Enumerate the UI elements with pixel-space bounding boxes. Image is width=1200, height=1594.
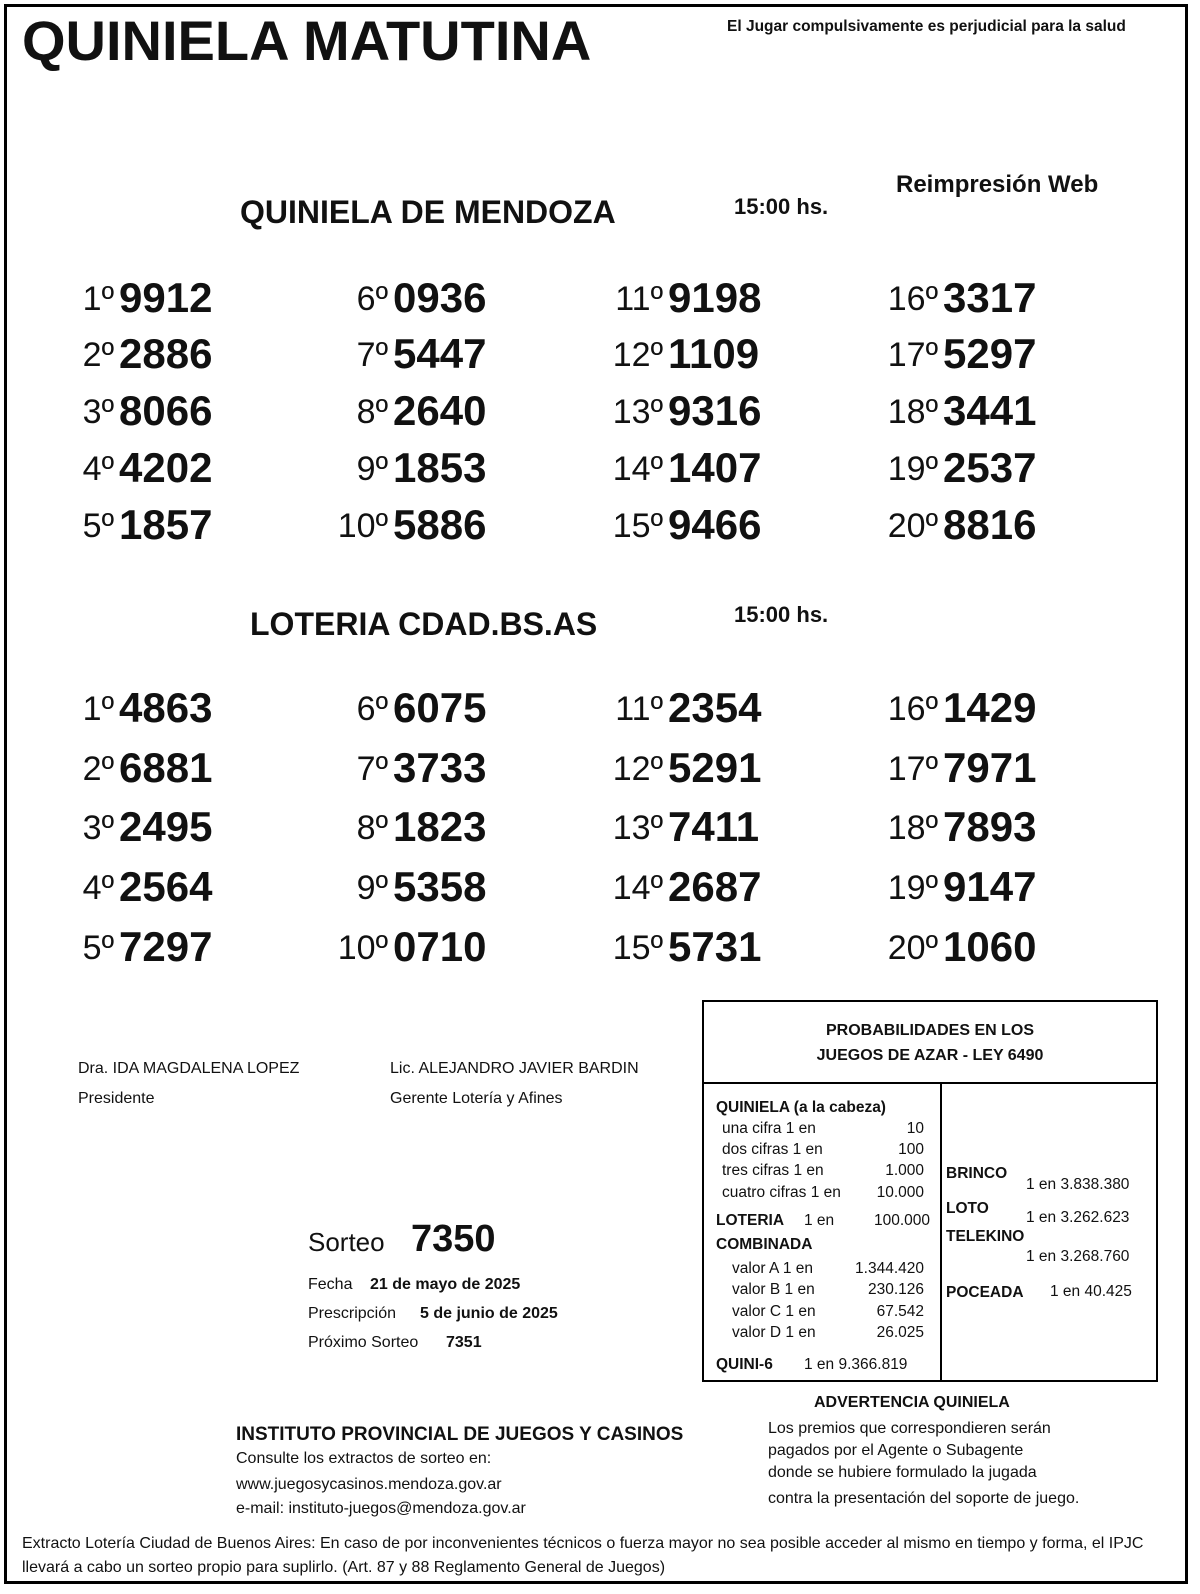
result-position: 1º xyxy=(82,690,114,728)
result-number: 5731 xyxy=(668,923,762,970)
prescripcion-value: 5 de junio de 2025 xyxy=(420,1305,558,1322)
mendoza-result-13 xyxy=(605,387,805,437)
result-number: 6075 xyxy=(393,684,487,731)
loteria-result-5 xyxy=(56,923,256,973)
probabilities-header xyxy=(704,1002,1156,1084)
loteria-result-13 xyxy=(605,803,805,853)
result-number: 7971 xyxy=(943,744,1037,791)
result-number: 8816 xyxy=(943,501,1037,548)
loteria-result-10 xyxy=(330,923,530,973)
mendoza-result-12 xyxy=(605,330,805,380)
result-position: 8º xyxy=(356,393,388,431)
page-title: QUINIELA MATUTINA xyxy=(22,9,592,72)
sorteo-number: 7350 xyxy=(411,1218,496,1260)
mendoza-result-19 xyxy=(880,444,1080,494)
result-position: 18º xyxy=(887,393,938,431)
signature-left-role: Presidente xyxy=(78,1090,155,1107)
loteria-title: LOTERIA CDAD.BS.AS xyxy=(250,606,598,642)
result-position: 4º xyxy=(82,869,114,907)
loteria-result-2 xyxy=(56,744,256,794)
mendoza-result-20 xyxy=(880,501,1080,551)
result-position: 7º xyxy=(356,336,388,374)
result-number: 0710 xyxy=(393,923,487,970)
mendoza-result-7 xyxy=(330,330,530,380)
result-number: 4863 xyxy=(119,684,213,731)
probabilities-box xyxy=(702,1000,1158,1382)
signature-right-role: Gerente Lotería y Afines xyxy=(390,1090,563,1107)
loteria-result-15 xyxy=(605,923,805,973)
result-position: 6º xyxy=(356,280,388,318)
prob-q4-value: 10.000 xyxy=(876,1184,924,1201)
prob-q2-label: dos cifras 1 en xyxy=(722,1141,823,1158)
mendoza-result-6 xyxy=(330,274,530,324)
result-number: 1857 xyxy=(119,501,213,548)
prob-q1-value: 10 xyxy=(906,1120,924,1137)
result-number: 5297 xyxy=(943,330,1037,377)
mendoza-result-16 xyxy=(880,274,1080,324)
loteria-result-19 xyxy=(880,863,1080,913)
prescripcion-label: Prescripción xyxy=(308,1305,397,1322)
result-number: 3733 xyxy=(393,744,487,791)
loteria-result-20 xyxy=(880,923,1080,973)
result-position: 10º xyxy=(337,507,388,545)
prob-quini6-label: QUINI-6 xyxy=(716,1356,773,1373)
fecha-value: 21 de mayo de 2025 xyxy=(370,1276,521,1293)
loteria-result-11 xyxy=(605,684,805,734)
prob-loteria-label: LOTERIA xyxy=(716,1212,785,1229)
result-number: 9316 xyxy=(668,387,762,434)
result-number: 5291 xyxy=(668,744,762,791)
advertencia-line3: donde se hubiere formulado la jugada xyxy=(768,1464,1037,1481)
reprint-label: Reimpresión Web xyxy=(896,171,1099,198)
result-number: 9912 xyxy=(119,274,213,321)
mendoza-title: QUINIELA DE MENDOZA xyxy=(240,194,616,230)
prob-q3-label: tres cifras 1 en xyxy=(722,1162,824,1179)
advertencia-line4: contra la presentación del soporte de juego. xyxy=(768,1490,1080,1507)
loteria-result-4 xyxy=(56,863,256,913)
result-number: 2537 xyxy=(943,444,1037,491)
institute-email: e-mail: instituto-juegos@mendoza.gov.ar xyxy=(236,1500,526,1517)
mendoza-result-8 xyxy=(330,387,530,437)
mendoza-result-4 xyxy=(56,444,256,494)
result-position: 13º xyxy=(612,809,663,847)
footer-note: Extracto Lotería Ciudad de Buenos Aires: En caso de por inconvenientes técnicos o fuerza mayor no sea posible acceder al mismo en tiempo y forma, el IPJC llevará a cabo un sorteo propio para suplirlo. (Art. 87 y 88 Reglamento General de Juegos) xyxy=(22,1535,1144,1576)
mendoza-result-5 xyxy=(56,501,256,551)
institute-name: INSTITUTO PROVINCIAL DE JUEGOS Y CASINOS xyxy=(236,1424,684,1445)
probabilities-divider xyxy=(940,1084,942,1380)
result-number: 9147 xyxy=(943,863,1037,910)
result-position: 15º xyxy=(612,929,663,967)
loteria-result-12 xyxy=(605,744,805,794)
result-number: 1407 xyxy=(668,444,762,491)
loteria-result-16 xyxy=(880,684,1080,734)
prob-cb-value: 230.126 xyxy=(867,1281,924,1298)
result-number: 1429 xyxy=(943,684,1037,731)
prob-q2-value: 100 xyxy=(898,1141,924,1158)
result-position: 15º xyxy=(612,507,663,545)
mendoza-result-18 xyxy=(880,387,1080,437)
result-position: 9º xyxy=(356,450,388,488)
result-number: 8066 xyxy=(119,387,213,434)
result-position: 2º xyxy=(82,336,114,374)
health-warning: El Jugar compulsivamente es perjudicial para la salud xyxy=(727,18,1126,35)
mendoza-result-9 xyxy=(330,444,530,494)
result-number: 2354 xyxy=(668,684,762,731)
prob-ca-value: 1.344.420 xyxy=(855,1260,924,1277)
result-number: 1109 xyxy=(668,330,760,377)
prob-loteria-en: 1 en xyxy=(804,1212,835,1229)
signature-right-name: Lic. ALEJANDRO JAVIER BARDIN xyxy=(390,1060,639,1077)
probabilities-header-line1: PROBABILIDADES EN LOS xyxy=(825,1022,1034,1039)
loteria-result-18 xyxy=(880,803,1080,853)
result-position: 17º xyxy=(887,336,938,374)
result-position: 14º xyxy=(612,450,663,488)
prob-ca-label: valor A 1 en xyxy=(732,1260,814,1277)
result-number: 7411 xyxy=(668,803,760,850)
prob-cc-value: 67.542 xyxy=(876,1303,924,1320)
loteria-result-8 xyxy=(330,803,530,853)
result-position: 16º xyxy=(887,280,938,318)
result-position: 9º xyxy=(356,869,388,907)
fecha-label: Fecha xyxy=(308,1276,353,1293)
result-number: 9466 xyxy=(668,501,762,548)
result-number: 5886 xyxy=(393,501,487,548)
result-number: 9198 xyxy=(668,274,762,321)
institute-website: www.juegosycasinos.mendoza.gov.ar xyxy=(236,1476,502,1493)
mendoza-result-14 xyxy=(605,444,805,494)
prob-quiniela-label: QUINIELA (a la cabeza) xyxy=(716,1099,886,1116)
prob-cd-label: valor D 1 en xyxy=(732,1324,816,1341)
prob-q1-label: una cifra 1 en xyxy=(722,1120,816,1137)
advertencia-line1: Los premios que correspondieren serán xyxy=(768,1420,1051,1437)
result-position: 11º xyxy=(615,690,663,728)
result-position: 20º xyxy=(887,929,938,967)
loteria-result-9 xyxy=(330,863,530,913)
result-number: 3317 xyxy=(943,274,1037,321)
advertencia-title: ADVERTENCIA QUINIELA xyxy=(814,1394,1010,1411)
prob-brinco-value: 1 en 3.838.380 xyxy=(1026,1176,1130,1193)
result-number: 4202 xyxy=(119,444,213,491)
mendoza-result-1 xyxy=(56,274,256,324)
prob-cd-value: 26.025 xyxy=(876,1324,924,1341)
prob-combinada-label: COMBINADA xyxy=(716,1236,813,1253)
loteria-result-6 xyxy=(330,684,530,734)
result-position: 13º xyxy=(612,393,663,431)
loteria-result-1 xyxy=(56,684,256,734)
result-number: 2640 xyxy=(393,387,487,434)
proximo-label: Próximo Sorteo xyxy=(308,1334,419,1351)
result-position: 20º xyxy=(887,507,938,545)
advertencia-line2: pagados por el Agente o Subagente xyxy=(768,1442,1024,1459)
result-position: 6º xyxy=(356,690,388,728)
result-position: 14º xyxy=(612,869,663,907)
mendoza-result-15 xyxy=(605,501,805,551)
result-number: 5447 xyxy=(393,330,487,377)
prob-q4-label: cuatro cifras 1 en xyxy=(722,1184,841,1201)
result-position: 3º xyxy=(82,393,114,431)
result-number: 2687 xyxy=(668,863,762,910)
mendoza-time: 15:00 hs. xyxy=(734,194,829,219)
result-position: 17º xyxy=(887,750,938,788)
result-position: 19º xyxy=(887,869,938,907)
result-number: 7893 xyxy=(943,803,1037,850)
prob-poceada-label: POCEADA xyxy=(946,1284,1024,1301)
result-position: 1º xyxy=(82,280,114,318)
mendoza-result-17 xyxy=(880,330,1080,380)
result-number: 2886 xyxy=(119,330,213,377)
loteria-result-7 xyxy=(330,744,530,794)
result-number: 0936 xyxy=(393,274,487,321)
prob-loto-value: 1 en 3.262.623 xyxy=(1026,1209,1130,1226)
result-position: 2º xyxy=(82,750,114,788)
prob-loto-label: LOTO xyxy=(946,1200,989,1217)
result-position: 12º xyxy=(612,336,663,374)
loteria-result-3 xyxy=(56,803,256,853)
loteria-result-14 xyxy=(605,863,805,913)
signature-left-name: Dra. IDA MAGDALENA LOPEZ xyxy=(78,1060,300,1077)
result-number: 1060 xyxy=(943,923,1037,970)
loteria-result-17 xyxy=(880,744,1080,794)
result-position: 12º xyxy=(612,750,663,788)
prob-quini6-value: 1 en 9.366.819 xyxy=(804,1356,908,1373)
prob-telekino-label: TELEKINO xyxy=(946,1228,1025,1245)
result-position: 18º xyxy=(887,809,938,847)
prob-cc-label: valor C 1 en xyxy=(732,1303,816,1320)
prob-loteria-value: 100.000 xyxy=(873,1212,930,1229)
result-number: 2564 xyxy=(119,863,213,910)
result-number: 7297 xyxy=(119,923,213,970)
result-number: 5358 xyxy=(393,863,487,910)
mendoza-result-2 xyxy=(56,330,256,380)
result-position: 16º xyxy=(887,690,938,728)
mendoza-result-11 xyxy=(605,274,805,324)
loteria-time: 15:00 hs. xyxy=(734,602,829,627)
result-position: 19º xyxy=(887,450,938,488)
result-position: 3º xyxy=(82,809,114,847)
result-number: 6881 xyxy=(119,744,213,791)
prob-poceada-value: 1 en 40.425 xyxy=(1050,1283,1132,1300)
result-position: 8º xyxy=(356,809,388,847)
result-position: 4º xyxy=(82,450,114,488)
result-position: 11º xyxy=(615,280,663,318)
mendoza-result-3 xyxy=(56,387,256,437)
institute-consult: Consulte los extractos de sorteo en: xyxy=(236,1450,492,1467)
result-position: 10º xyxy=(337,929,388,967)
result-number: 2495 xyxy=(119,803,213,850)
prob-q3-value: 1.000 xyxy=(885,1162,924,1179)
result-number: 3441 xyxy=(943,387,1037,434)
mendoza-result-10 xyxy=(330,501,530,551)
sorteo-label: Sorteo xyxy=(308,1227,385,1257)
result-position: 7º xyxy=(356,750,388,788)
prob-cb-label: valor B 1 en xyxy=(732,1281,815,1298)
prob-brinco-label: BRINCO xyxy=(946,1165,1008,1182)
result-number: 1853 xyxy=(393,444,487,491)
prob-telekino-value: 1 en 3.268.760 xyxy=(1026,1248,1130,1265)
result-position: 5º xyxy=(82,507,114,545)
result-number: 1823 xyxy=(393,803,487,850)
result-position: 5º xyxy=(82,929,114,967)
probabilities-header-line2: JUEGOS DE AZAR - LEY 6490 xyxy=(816,1047,1044,1064)
proximo-value: 7351 xyxy=(446,1334,482,1351)
